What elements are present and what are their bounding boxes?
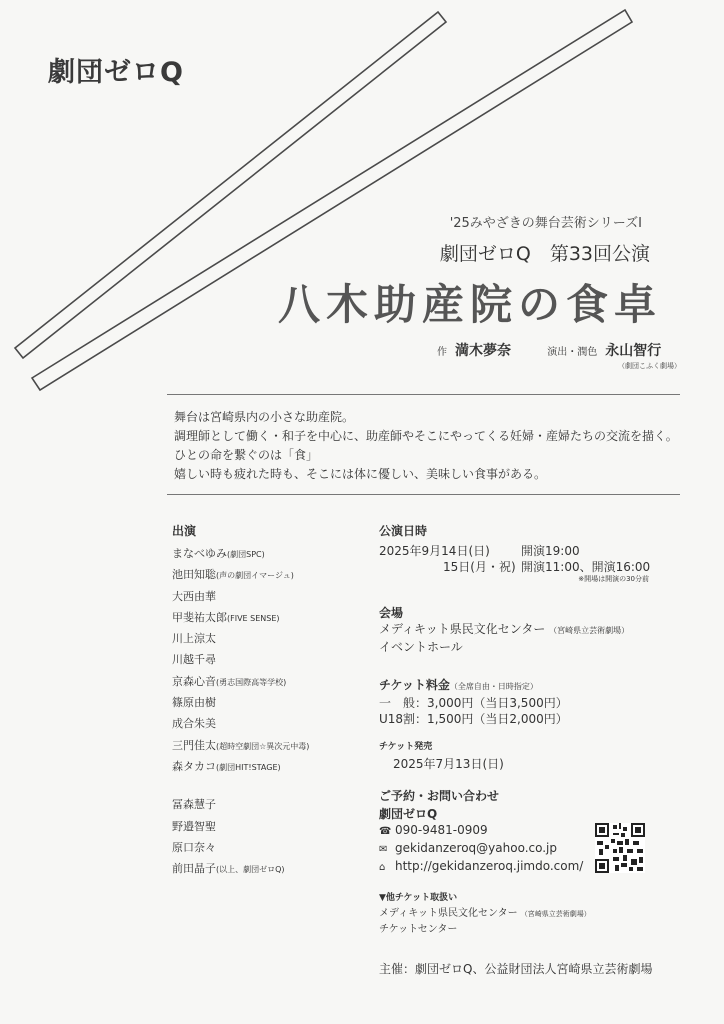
qr-code-icon[interactable] [595,823,645,873]
cast-member: 前田晶子(以上、劇団ゼロQ) [172,862,285,876]
cast-section [172,522,309,881]
contact-org: 劇団ゼロQ [379,807,438,821]
venue-name: メディキット県民文化センター [379,622,546,636]
sale-heading: チケット発売 [379,742,433,752]
series-label: '25みやざきの舞台芸術シリーズⅠ [449,216,642,231]
home-icon: ⌂ [379,862,386,873]
venue-heading: 会場 [379,606,404,620]
schedule-date-1: 2025年9月14日(日) [379,544,490,558]
cast-member: 京森心音(勇志国際高等学校) [172,674,287,688]
cast-member: 森タカコ(劇団HIT!STAGE) [172,759,281,773]
ticket-general-price: 一 般：3,000円（当日3,500円） [379,696,568,710]
cast-member: 原口奈々 [172,840,216,854]
schedule-note: ※開場は開演の30分前 [578,575,649,583]
ticket-section [379,677,568,727]
other-ticket-outlets [379,891,591,937]
schedule-heading: 公演日時 [379,524,428,538]
cast-member: 野邉智聖 [172,819,216,833]
venue-section [379,605,629,655]
synopsis-line: 調理師として働く・和子を中心に、助産師やそこにやってくる妊婦・産婦たちの交流を描く。 [174,429,678,443]
author-role: 作 [437,347,447,358]
cast-member: 川上涼太 [172,632,216,646]
ticket-heading: チケット料金 [379,678,450,692]
cast-member: 篠原由樹 [172,696,216,710]
cast-member: 池田知聡(声の劇団イマージュ) [172,568,294,582]
synopsis-line: 舞台は宮崎県内の小さな助産院。 [174,410,355,424]
cast-member: 大西由華 [172,589,216,603]
divider-top [167,394,680,395]
cast-member: まなべゆみ(劇団SPC) [172,547,265,560]
contact-section [379,787,583,877]
performance-schedule [379,522,649,584]
performance-number: 劇団ゼロQ 第33回公演 [439,243,650,265]
other-place: メディキット県民文化センター [379,908,518,919]
contact-email[interactable]: gekidanzeroq@yahoo.co.jp [395,841,558,855]
ticket-sale-section [379,739,504,772]
director-name: 永山智行 [605,343,662,359]
venue-name-sub: （宮崎県立芸術劇場） [549,626,630,635]
author-name: 満木夢奈 [455,343,511,359]
synopsis-line: ひとの命を繋ぐのは「食」 [174,448,319,462]
director-role: 演出・潤色 [547,347,598,358]
cast-member: 成合朱美 [172,717,216,731]
ticket-heading-sub: （全席自由・日時指定） [449,682,538,691]
director-affiliation: （劇団こふく劇場） [618,362,681,370]
schedule-date-2: 15日(月・祝) [443,560,516,574]
credits [437,340,661,360]
other-center: チケットセンター [379,924,458,935]
contact-phone[interactable]: 090-9481-0909 [395,823,488,837]
venue-hall: イベントホール [379,640,463,654]
synopsis-line: 嬉しい時も疲れた時も、そこには体に優しい、美味しい食事がある。 [174,467,547,481]
schedule-time-2: 開演11:00、開演16:00 [521,560,651,574]
ticket-u18-price: U18割：1,500円（当日2,000円） [379,712,568,726]
sale-date: 2025年7月13日(日) [393,757,504,771]
cast-member: 三門佳太(超時空劇団☆異次元中毒) [172,738,310,752]
contact-url[interactable]: http://gekidanzeroq.jimdo.com/ [395,859,584,873]
cast-member: 川越千尋 [172,653,216,667]
cast-member: 甲斐祐太郎(FIVE SENSE) [172,610,280,624]
phone-icon: ☎ [379,826,392,837]
contact-heading: ご予約・お問い合わせ [379,789,500,803]
other-place-sub: （宮崎県立芸術劇場） [520,910,591,918]
cast-heading: 出演 [172,524,197,538]
company-logo: 劇団ゼロQ [48,57,184,88]
synopsis [174,408,678,484]
play-title: 八木助産院の食卓 [277,280,662,329]
sponsor-line: 主催：劇団ゼロQ、公益財団法人宮崎県立芸術劇場 [379,962,653,976]
cast-member: 冨森慧子 [172,798,216,812]
other-heading: ▼他チケット取扱い [379,893,458,903]
mail-icon: ✉ [379,844,388,855]
schedule-time-1: 開演19:00 [521,544,580,558]
divider-bottom [167,494,680,495]
